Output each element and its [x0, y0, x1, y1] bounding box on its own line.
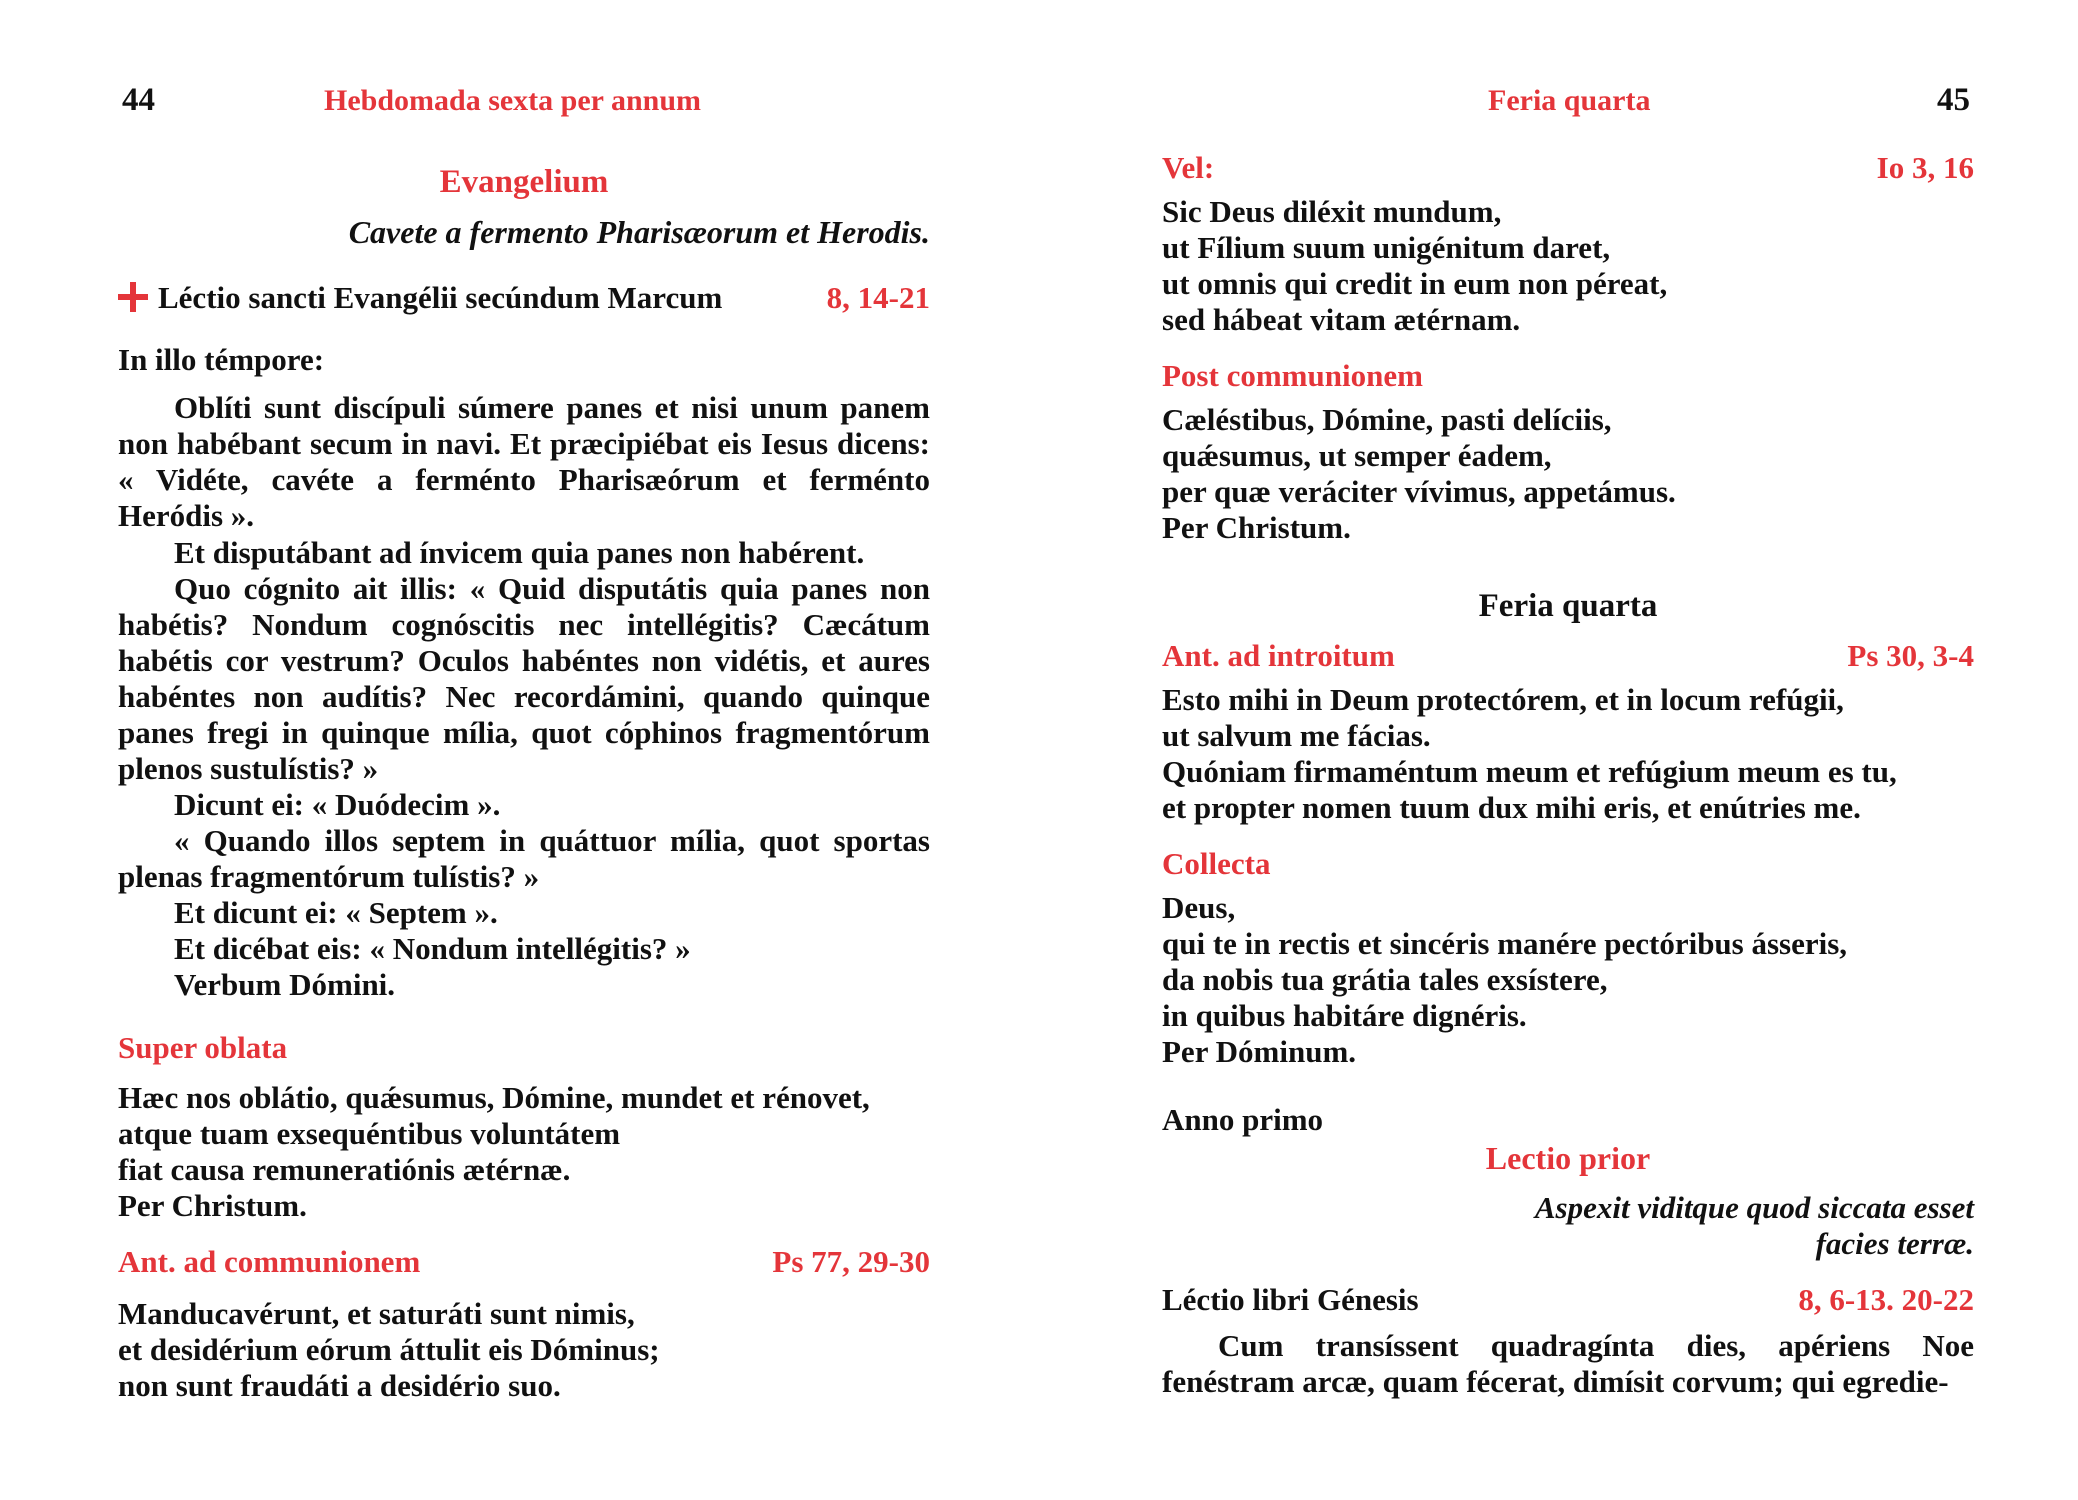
- lectio-prior-subtitle: [1162, 1190, 1974, 1262]
- running-head-right: Feria quarta: [1488, 84, 1651, 117]
- text-line: fiat causa remuneratiónis ætérnæ.: [118, 1152, 571, 1187]
- text-line: ut Fílium suum unigénitum daret,: [1162, 230, 1611, 265]
- text-line: Esto mihi in Deum protectórem, et in locum refúgii,: [1162, 682, 1844, 717]
- gospel-paragraph: Et disputábant ad ínvicem quia panes non habérent.: [174, 535, 865, 570]
- gospel-paragraph: « Quando illos septem in quáttuor mília, quot sportas plenas fragmentórum tulístis? »: [118, 823, 930, 894]
- cross-icon: [118, 282, 148, 312]
- text-line: atque tuam exsequéntibus voluntátem: [118, 1116, 621, 1151]
- gospel-paragraph: Oblíti sunt discípuli súmere panes et nisi unum panem non habébant secum in navi. Et præcipiébat eis Iesus dicens: « Vidéte, cavéte a ferménto Pharisæórum et ferménto Heródis ».: [118, 390, 930, 533]
- lectio-libri-text: Léctio libri Génesis: [1162, 1282, 1419, 1317]
- running-head-left: Hebdomada sexta per annum: [324, 84, 701, 117]
- text-line: sed hábeat vitam ætérnam.: [1162, 302, 1521, 337]
- ant-communionem-ref: Ps 77, 29-30: [772, 1244, 930, 1279]
- page-number-right: 45: [1937, 82, 1970, 118]
- vel-row: [1162, 150, 1974, 186]
- anno-primo: Anno primo: [1162, 1102, 1324, 1137]
- text-line: in quibus habitáre dignéris.: [1162, 998, 1527, 1033]
- text-line: Manducavérunt, et saturáti sunt nimis,: [118, 1296, 635, 1331]
- gospel-paragraph: Et dicunt ei: « Septem ».: [174, 895, 498, 930]
- text-line: Cæléstibus, Dómine, pasti delíciis,: [1162, 402, 1612, 437]
- ant-communionem-heading: Ant. ad communionem: [118, 1244, 421, 1279]
- collecta-heading: Collecta: [1162, 846, 1271, 881]
- lectio-text: Léctio sancti Evangélii secúndum Marcum: [158, 280, 723, 315]
- genesis-text: Cum transíssent quadragínta dies, apériens Noe fenéstram arcæ, quam fécerat, dimísit corvum; qui egredie-: [1162, 1328, 1974, 1399]
- page-number-left: 44: [122, 82, 155, 118]
- ant-introitum-ref: Ps 30, 3-4: [1847, 638, 1974, 673]
- gospel-paragraph: Quo cógnito ait illis: « Quid disputátis quia panes non habétis? Nondum cognóscitis nec intellégitis? Cæcátum habétis cor vestrum? Oculos habéntes non vidétis, et aures habéntes non audítis? Nec recordámini, quando quinque panes fregi in quinque mília, quot cóphinos fragmentórum plenos sustulístis? »: [118, 571, 930, 786]
- ant-introitum-text: [1162, 682, 1974, 826]
- ant-introitum-heading: Ant. ad introitum: [1162, 638, 1395, 673]
- text-line: Per Dóminum.: [1162, 1034, 1357, 1069]
- text-line: per quæ veráciter vívimus, appetámus.: [1162, 474, 1676, 509]
- text-line: da nobis tua grátia tales exsístere,: [1162, 962, 1608, 997]
- lectio-prior-heading: Lectio prior: [1485, 1140, 1651, 1176]
- post-communionem-heading: Post communionem: [1162, 358, 1423, 393]
- ant-communionem-text: [118, 1296, 930, 1404]
- collecta-text: [1162, 890, 1974, 1070]
- lectio-ref: 8, 14-21: [826, 280, 930, 315]
- left-page: [118, 0, 930, 1500]
- evangelium-heading: Evangelium: [439, 164, 609, 200]
- text-line: et propter nomen tuum dux mihi eris, et enútries me.: [1162, 790, 1861, 825]
- text-line: quǽsumus, ut semper éadem,: [1162, 438, 1552, 473]
- lectio-libri-ref: 8, 6-13. 20-22: [1798, 1282, 1974, 1317]
- text-line: non sunt fraudáti a desidério suo.: [118, 1368, 561, 1403]
- gospel-paragraph: Et dicébat eis: « Nondum intellégitis? »: [174, 931, 691, 966]
- right-page: [1162, 0, 1974, 1500]
- text-line: et desidérium eórum áttulit eis Dóminus;: [118, 1332, 660, 1367]
- subtitle-line: facies terræ.: [1815, 1226, 1974, 1261]
- text-line: Deus,: [1162, 890, 1236, 925]
- gospel-paragraph: Dicunt ei: « Duódecim ».: [174, 787, 501, 822]
- ant-communionem-row: [118, 1244, 930, 1280]
- text-line: ut omnis qui credit in eum non péreat,: [1162, 266, 1668, 301]
- super-oblata-heading: Super oblata: [118, 1030, 288, 1065]
- gospel-paragraph: Verbum Dómini.: [174, 967, 396, 1002]
- evangelium-subtitle: Cavete a fermento Pharisæorum et Herodis.: [348, 214, 930, 250]
- text-line: Hæc nos oblátio, quǽsumus, Dómine, mundet et rénovet,: [118, 1080, 870, 1115]
- vel-text: [1162, 194, 1974, 338]
- subtitle-line: Aspexit viditque quod siccata esset: [1534, 1190, 1974, 1225]
- ant-introitum-row: [1162, 638, 1974, 674]
- text-line: Per Christum.: [1162, 510, 1351, 545]
- feria-heading: Feria quarta: [1478, 588, 1658, 624]
- intro-line: In illo témpore:: [118, 342, 325, 377]
- text-line: Sic Deus diléxit mundum,: [1162, 194, 1502, 229]
- vel-heading: Vel:: [1162, 150, 1215, 185]
- text-line: Quóniam firmaméntum meum et refúgium meum es tu,: [1162, 754, 1897, 789]
- lectio-line: [118, 280, 930, 316]
- text-line: qui te in rectis et sincéris manére pectóribus ásseris,: [1162, 926, 1848, 961]
- super-oblata-text: [118, 1080, 930, 1224]
- text-line: ut salvum me fácias.: [1162, 718, 1431, 753]
- post-communionem-text: [1162, 402, 1974, 546]
- lectio-libri-row: [1162, 1282, 1974, 1318]
- text-line: Per Christum.: [118, 1188, 307, 1223]
- vel-ref: Io 3, 16: [1876, 150, 1974, 185]
